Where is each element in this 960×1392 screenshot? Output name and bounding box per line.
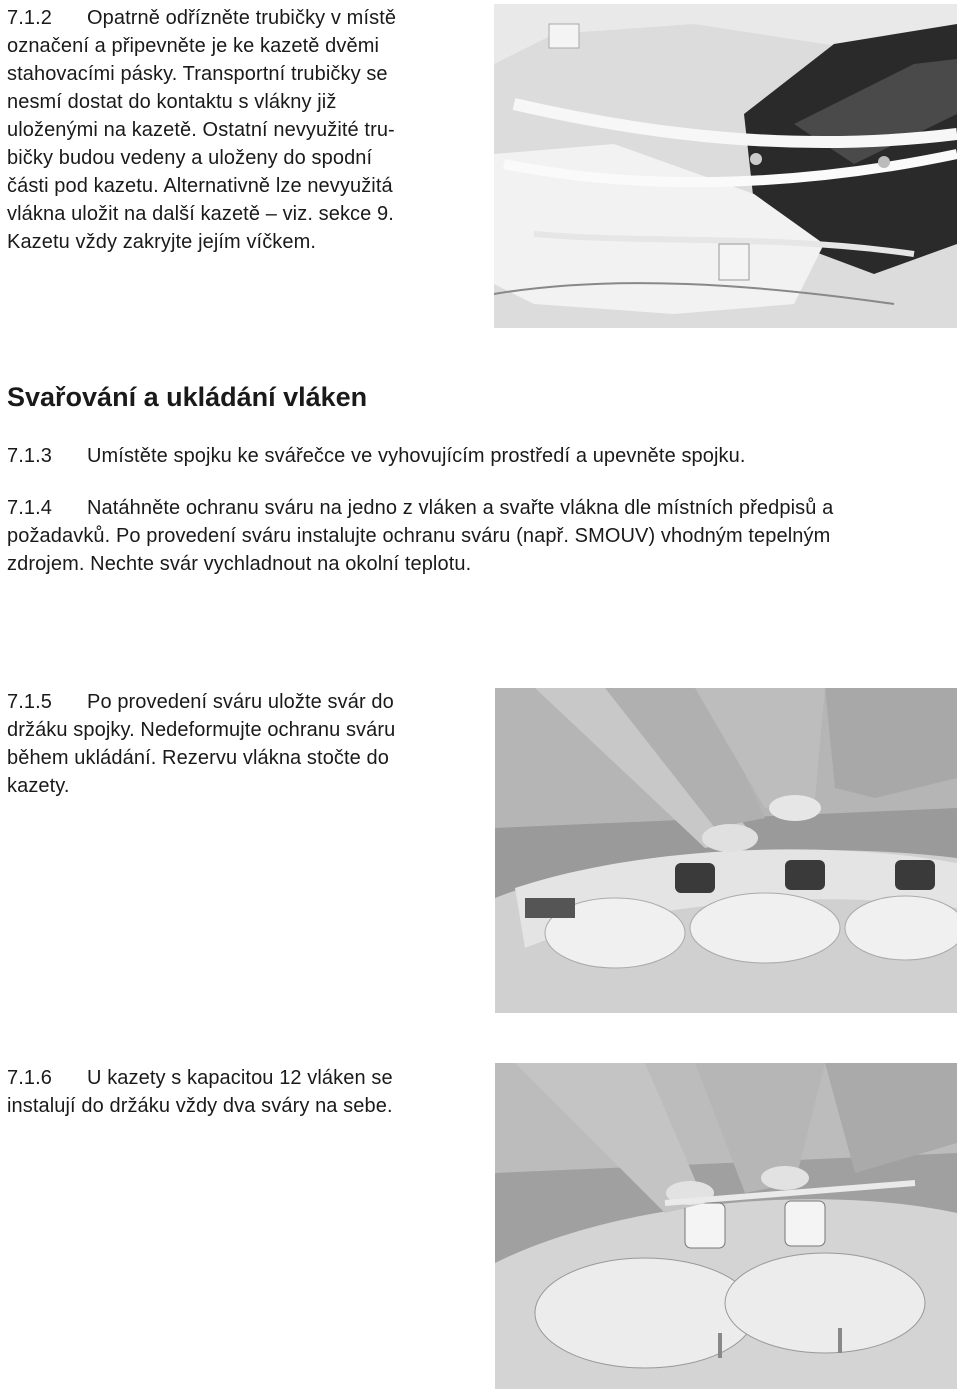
text-line: U kazety s kapacitou 12 vláken se [87, 1067, 393, 1089]
text-line: Umístěte spojku ke svářečce ve vyhovujícím prostředí a upevněte spojku. [87, 445, 746, 467]
text-line: Opatrně odřízněte trubičky v místě [87, 7, 397, 29]
text-line: stahovacími pásky. Transportní trubičky se [7, 63, 388, 85]
splice-placement-photo [495, 688, 957, 1013]
text-line: Natáhněte ochranu sváru na jedno z vláken a svařte vlákna dle místních předpisů a [87, 497, 834, 519]
text-line: Po provedení sváru uložte svár do [87, 691, 394, 713]
section-number: 7.1.3 [7, 445, 52, 467]
text-line: Kazetu vždy zakryjte jejím víčkem. [7, 231, 317, 253]
section-7-1-2 [7, 4, 477, 256]
text-line: označení a připevněte je ke kazetě dvěmi [7, 35, 379, 57]
section-7-1-3 [7, 442, 952, 470]
text-line: držáku spojky. Nedeformujte ochranu sváru [7, 719, 396, 741]
section-number: 7.1.6 [7, 1067, 52, 1089]
text-line: nesmí dostat do kontaktu s vlákny již [7, 91, 337, 113]
section-heading: Svařování a ukládání vláken [7, 382, 368, 412]
text-line: během ukládání. Rezervu vlákna stočte do [7, 747, 389, 769]
text-line: požadavků. Po provedení sváru instalujte ochranu sváru (např. SMOUV) vhodným tepelným [7, 525, 831, 547]
text-line: bičky budou vedeny a uloženy do spodní [7, 147, 373, 169]
stacked-splices-photo [495, 1063, 957, 1389]
section-7-1-5 [7, 688, 467, 800]
section-number: 7.1.2 [7, 7, 52, 29]
text-line: uloženými na kazetě. Ostatní nevyužité tru- [7, 119, 395, 141]
section-number: 7.1.4 [7, 497, 52, 519]
text-line: kazety. [7, 775, 70, 797]
section-7-1-4 [7, 494, 952, 578]
section-7-1-6 [7, 1064, 467, 1120]
text-line: části pod kazetu. Alternativně lze nevyužitá [7, 175, 393, 197]
text-line: zdrojem. Nechte svár vychladnout na okolní teplotu. [7, 553, 472, 575]
text-line: instalují do držáku vždy dva sváry na sebe. [7, 1095, 393, 1117]
cassette-tubes-photo [494, 4, 957, 328]
text-line: vlákna uložit na další kazetě – viz. sekce 9. [7, 203, 394, 225]
section-number: 7.1.5 [7, 691, 52, 713]
